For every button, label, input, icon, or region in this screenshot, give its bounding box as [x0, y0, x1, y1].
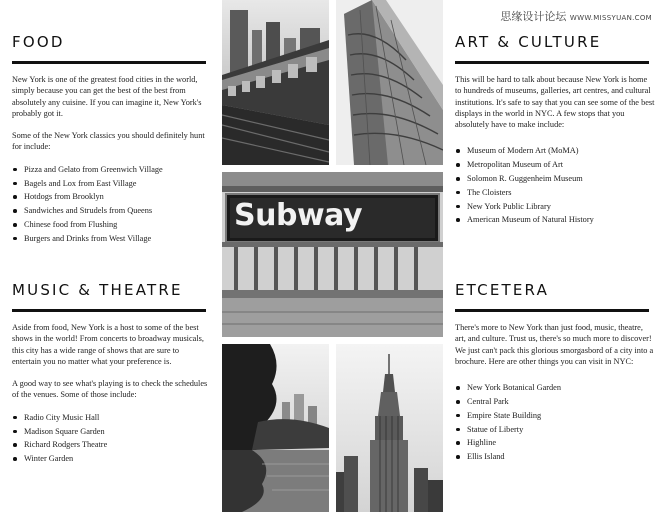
flatiron-building-photo — [336, 0, 443, 165]
etcetera-divider — [455, 309, 649, 312]
site-watermark — [500, 8, 652, 24]
food-heading: FOOD — [12, 33, 65, 51]
art-divider — [455, 61, 649, 64]
list-item: Winter Garden — [12, 452, 208, 466]
list-item: Central Park — [455, 395, 655, 409]
art-intro: This will be hard to talk about because New York is home to hundreds of museums, galleries, art centres, and cultural institutions. It's safe to say that you can see some of the best displays in the world in NYC. A few stops that you absolutely have to make include: — [455, 75, 655, 130]
music-intro: Aside from food, New York is a host to some of the best shows in the world! From concerts to broadway musicals, this city has a wide range of shows that are sure to entertain you no matter what your preference is. — [12, 323, 204, 366]
list-item: New York Public Library — [455, 200, 655, 214]
food-intro: New York is one of the greatest food cities in the world, simply because you can get the best of the best from absolutely any cuisine. If you can imagine it, New York's probably got it. — [12, 75, 202, 118]
list-item: Burgers and Drinks from West Village — [12, 232, 208, 246]
list-item: Radio City Music Hall — [12, 411, 208, 425]
art-section — [455, 33, 655, 227]
list-item: Richard Rodgers Theatre — [12, 438, 208, 452]
right-column — [448, 0, 660, 512]
music-divider — [12, 309, 206, 312]
subway-train-photo — [222, 0, 329, 165]
list-item: Bagels and Lox from East Village — [12, 177, 208, 191]
list-item: Statue of Liberty — [455, 423, 655, 437]
watermark-site-name: 思缘设计论坛 — [500, 10, 567, 23]
music-heading: MUSIC & THEATRE — [12, 281, 183, 299]
music-list — [12, 411, 208, 466]
etcetera-list — [455, 381, 655, 464]
list-item: Hotdogs from Brooklyn — [12, 190, 208, 204]
food-section — [12, 33, 208, 246]
music-section — [12, 281, 208, 466]
park-lake-photo — [222, 344, 329, 512]
food-list — [12, 163, 208, 246]
list-item: Pizza and Gelato from Greenwich Village — [12, 163, 208, 177]
list-item: American Museum of Natural History — [455, 213, 655, 227]
list-item: Solomon R. Guggenheim Museum — [455, 172, 655, 186]
list-item: Sandwiches and Strudels from Queens — [12, 204, 208, 218]
list-item: Madison Square Garden — [12, 425, 208, 439]
etcetera-intro: There's more to New York than just food, music, theatre, art, and culture. Trust us, there's so much more to discover! We just can't pack this glorious smorgasbord of a city into a brochure. Here are other things you can visit in NYC: — [455, 323, 654, 366]
art-list — [455, 144, 655, 227]
list-item: Metropolitan Museum of Art — [455, 158, 655, 172]
food-lead: Some of the New York classics you should definitely hunt for include: — [12, 131, 205, 152]
list-item: Highline — [455, 436, 655, 450]
left-column — [0, 0, 212, 512]
subway-sign-photo — [222, 172, 443, 337]
list-item: New York Botanical Garden — [455, 381, 655, 395]
food-divider — [12, 61, 206, 64]
art-heading: ART & CULTURE — [455, 33, 602, 51]
empire-state-building-photo — [336, 344, 443, 512]
music-lead: A good way to see what's playing is to check the schedules of the venues. Some of those include: — [12, 379, 208, 400]
list-item: Ellis Island — [455, 450, 655, 464]
list-item: Empire State Building — [455, 409, 655, 423]
list-item: Museum of Modern Art (MoMA) — [455, 144, 655, 158]
etcetera-section — [455, 281, 655, 464]
subway-sign-text: Subway — [234, 198, 363, 233]
list-item: The Cloisters — [455, 186, 655, 200]
list-item: Chinese food from Flushing — [12, 218, 208, 232]
etcetera-heading: ETCETERA — [455, 281, 550, 299]
watermark-site-url: WWW.MISSYUAN.COM — [569, 14, 652, 22]
